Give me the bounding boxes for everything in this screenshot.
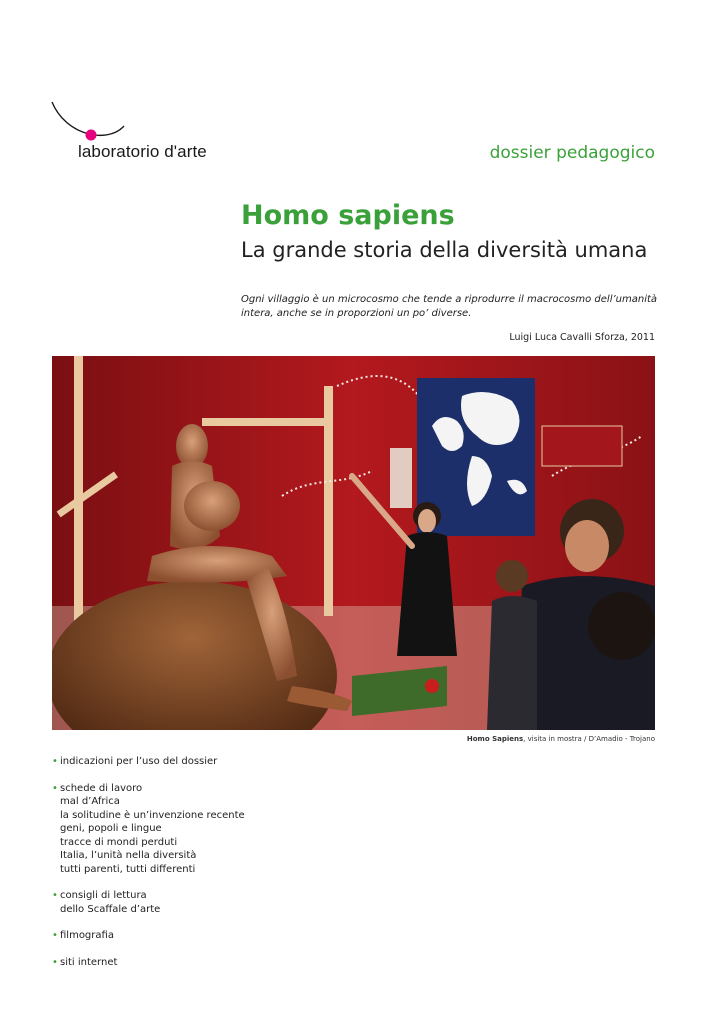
toc-subitem: Italia, l’unità nella diversità (60, 850, 197, 861)
toc-subitem: dello Scaffale d’arte (60, 903, 161, 915)
exhibition-scene-image (52, 356, 655, 730)
toc-subitem: geni, popoli e lingue (60, 823, 162, 834)
toc-item-label: siti internet (60, 956, 118, 968)
toc-item (52, 755, 372, 769)
page-title: Homo sapiens (241, 200, 455, 231)
toc-subitem: mal d’Africa (60, 796, 120, 807)
logo (48, 96, 228, 176)
toc-group-3 (52, 889, 372, 916)
toc-group-2 (52, 782, 372, 877)
contents-list (52, 755, 372, 982)
page-subtitle: La grande storia della diversità umana (241, 238, 648, 262)
epigraph-quote: Ogni villaggio è un microcosmo che tende a riprodurre il macrocosmo dell’umanità intera, anche se in proporzioni un po’ diverse. (241, 294, 658, 319)
bullet-icon: • (52, 890, 58, 901)
toc-subitem: la solitudine è un’invenzione recente (60, 809, 245, 821)
toc-item-label: schede di lavoro (60, 782, 143, 794)
toc-item-label: indicazioni per l’uso del dossier (60, 756, 218, 767)
bullet-icon: • (52, 782, 58, 794)
caption-rest: , visita in mostra / D’Amadio - Trojano (523, 735, 655, 743)
toc-item-label: filmografia (60, 930, 114, 941)
toc-subitem: tutti parenti, tutti differenti (60, 863, 196, 875)
epigraph-author: Luigi Luca Cavalli Sforza, 2011 (509, 332, 655, 343)
toc-item (52, 956, 372, 970)
bullet-icon: • (52, 956, 58, 968)
section-label: dossier pedagogico (489, 143, 655, 163)
toc-group-1 (52, 755, 372, 769)
toc-subitem: tracce di mondi perduti (60, 836, 178, 848)
bullet-icon: • (52, 756, 58, 767)
toc-group-5 (52, 956, 372, 970)
bullet-icon: • (52, 930, 58, 941)
toc-item (52, 782, 372, 796)
toc-item (52, 929, 372, 943)
toc-group-4 (52, 929, 372, 943)
caption-bold: Homo Sapiens (466, 735, 524, 743)
toc-item (52, 889, 372, 903)
exhibition-photo (52, 356, 655, 730)
logo-text: laboratorio d'arte (78, 142, 207, 161)
toc-item-label: consigli di lettura (60, 890, 147, 901)
photo-caption (467, 735, 655, 743)
